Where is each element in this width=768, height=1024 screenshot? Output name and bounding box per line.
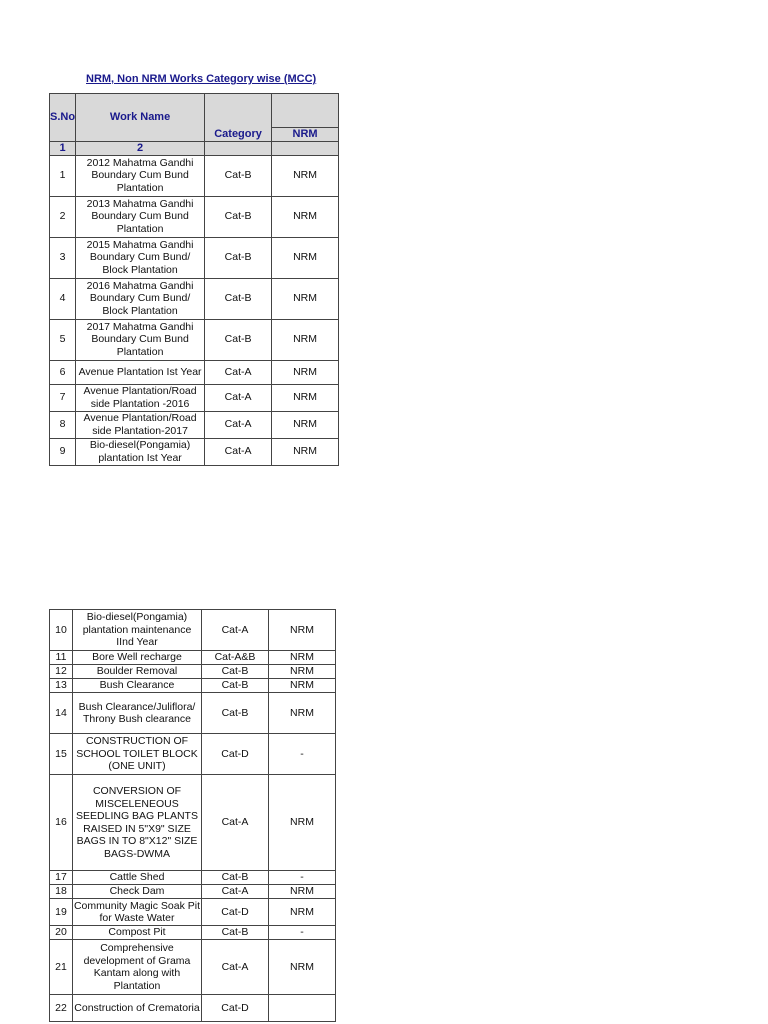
work-name-cell: Cattle Shed: [73, 871, 202, 885]
sno-cell: 16: [50, 775, 73, 871]
work-name-cell: Avenue Plantation/Road side Plantation-2017: [76, 411, 205, 438]
table-row: [50, 319, 339, 360]
table-row: [50, 693, 336, 734]
table-row: [50, 384, 339, 411]
work-name-cell: CONVERSION OF MISCELENEOUS SEEDLING BAG PLANTS RAISED IN 5"X9" SIZE BAGS IN TO 8"X12" SIZE BAGS-DWMA: [73, 775, 202, 871]
category-cell: Cat-A: [202, 775, 269, 871]
table-row: [50, 155, 339, 196]
category-cell: Cat-B: [202, 926, 269, 940]
nrm-cell: NRM: [272, 319, 339, 360]
table-row: [50, 411, 339, 438]
table-row: [50, 871, 336, 885]
category-cell: Cat-B: [202, 665, 269, 679]
work-name-cell: Bush Clearance: [73, 679, 202, 693]
work-name-cell: CONSTRUCTION OF SCHOOL TOILET BLOCK (ONE UNIT): [73, 734, 202, 775]
sno-cell: 15: [50, 734, 73, 775]
table-row: [50, 610, 336, 651]
nrm-cell: NRM: [272, 384, 339, 411]
nrm-cell: NRM: [269, 679, 336, 693]
work-name-cell: 2017 Mahatma Gandhi Boundary Cum Bund Plantation: [76, 319, 205, 360]
category-cell: Cat-B: [205, 237, 272, 278]
works-table-2: [49, 609, 336, 1022]
table-row: [50, 995, 336, 1022]
nrm-cell: NRM: [272, 438, 339, 465]
nrm-cell: NRM: [269, 610, 336, 651]
nrm-cell: -: [269, 871, 336, 885]
sno-cell: 20: [50, 926, 73, 940]
work-name-cell: Compost Pit: [73, 926, 202, 940]
header-sno: S.No: [50, 94, 76, 142]
work-name-cell: 2016 Mahatma Gandhi Boundary Cum Bund/ Block Plantation: [76, 278, 205, 319]
sno-cell: 21: [50, 940, 73, 995]
category-cell: Cat-B: [202, 871, 269, 885]
nrm-cell: NRM: [272, 237, 339, 278]
table-row: [50, 278, 339, 319]
table-row: [50, 885, 336, 899]
work-name-cell: Boulder Removal: [73, 665, 202, 679]
nrm-cell: NRM: [269, 693, 336, 734]
category-cell: Cat-D: [202, 899, 269, 926]
nrm-cell: NRM: [272, 155, 339, 196]
sno-cell: 13: [50, 679, 73, 693]
nrm-cell: NRM: [269, 899, 336, 926]
work-name-cell: Community Magic Soak Pit for Waste Water: [73, 899, 201, 924]
work-name-cell: Comprehensive development of Grama Kantam along with Plantation: [73, 940, 202, 995]
work-name-cell: Construction of Crematoria: [73, 995, 202, 1022]
work-name-cell: Avenue Plantation Ist Year: [76, 360, 205, 384]
category-cell: Cat-B: [202, 693, 269, 734]
nrm-cell: NRM: [269, 885, 336, 899]
sno-cell: 8: [50, 411, 76, 438]
sno-cell: 14: [50, 693, 73, 734]
header-nrm: NRM: [272, 128, 339, 142]
table-row: [50, 899, 336, 926]
table-row: [50, 196, 339, 237]
category-cell: Cat-A: [205, 438, 272, 465]
category-cell: Cat-D: [202, 734, 269, 775]
sno-cell: 7: [50, 384, 76, 411]
sno-cell: 17: [50, 871, 73, 885]
table-row: [50, 438, 339, 465]
table-row: [50, 651, 336, 665]
table-row: [50, 360, 339, 384]
category-cell: Cat-A: [202, 610, 269, 651]
work-name-cell: 2013 Mahatma Gandhi Boundary Cum Bund Plantation: [76, 196, 205, 237]
index-cell-2: 2: [76, 142, 205, 156]
page-title: NRM, Non NRM Works Category wise (MCC): [86, 73, 317, 85]
sno-cell: 3: [50, 237, 76, 278]
header-category: Category: [205, 128, 272, 142]
works-table-1: [49, 93, 339, 466]
sno-cell: 12: [50, 665, 73, 679]
nrm-cell: NRM: [272, 360, 339, 384]
sno-cell: 9: [50, 438, 76, 465]
category-cell: Cat-A: [205, 360, 272, 384]
category-cell: Cat-B: [205, 155, 272, 196]
work-name-cell: Bio-diesel(Pongamia) plantation maintenance IInd Year: [73, 610, 202, 651]
table-row: [50, 665, 336, 679]
table-row: [50, 734, 336, 775]
sno-cell: 22: [50, 995, 73, 1022]
nrm-cell: NRM: [269, 775, 336, 871]
sno-cell: 5: [50, 319, 76, 360]
category-cell: Cat-A: [202, 885, 269, 899]
work-name-cell: Check Dam: [73, 885, 202, 899]
category-cell: Cat-D: [202, 995, 269, 1022]
sno-cell: 6: [50, 360, 76, 384]
nrm-cell: NRM: [272, 278, 339, 319]
nrm-cell: NRM: [272, 411, 339, 438]
sno-cell: 10: [50, 610, 73, 651]
sno-cell: 4: [50, 278, 76, 319]
work-name-cell: Bush Clearance/Juliflora/ Throny Bush clearance: [73, 693, 202, 734]
category-cell: Cat-A: [205, 384, 272, 411]
table-row: [50, 940, 336, 995]
nrm-cell: [269, 995, 336, 1022]
table-row: [50, 775, 336, 871]
index-cell-1: 1: [50, 142, 76, 156]
work-name-cell: Avenue Plantation/Road side Plantation -2016: [76, 384, 205, 411]
nrm-cell: -: [269, 926, 336, 940]
category-cell: Cat-A: [205, 411, 272, 438]
nrm-cell: NRM: [269, 665, 336, 679]
category-cell: Cat-B: [205, 319, 272, 360]
category-cell: Cat-B: [202, 679, 269, 693]
work-name-cell: Bio-diesel(Pongamia) plantation Ist Year: [76, 438, 205, 465]
work-name-cell: Bore Well recharge: [73, 651, 202, 665]
work-name-cell: 2012 Mahatma Gandhi Boundary Cum Bund Plantation: [76, 155, 205, 196]
category-cell: Cat-B: [205, 278, 272, 319]
header-work-name: Work Name: [76, 94, 205, 142]
nrm-cell: NRM: [269, 651, 336, 665]
category-cell: Cat-A: [202, 940, 269, 995]
sno-cell: 18: [50, 885, 73, 899]
nrm-cell: NRM: [272, 196, 339, 237]
work-name-cell: 2015 Mahatma Gandhi Boundary Cum Bund/ Block Plantation: [76, 237, 205, 278]
nrm-cell: NRM: [269, 940, 336, 995]
sno-cell: 11: [50, 651, 73, 665]
table-row: [50, 926, 336, 940]
table-row: [50, 679, 336, 693]
sno-cell: 2: [50, 196, 76, 237]
category-cell: Cat-B: [205, 196, 272, 237]
category-cell: Cat-A&B: [202, 651, 269, 665]
sno-cell: 1: [50, 155, 76, 196]
table-row: [50, 237, 339, 278]
sno-cell: 19: [50, 899, 73, 926]
nrm-cell: -: [269, 734, 336, 775]
